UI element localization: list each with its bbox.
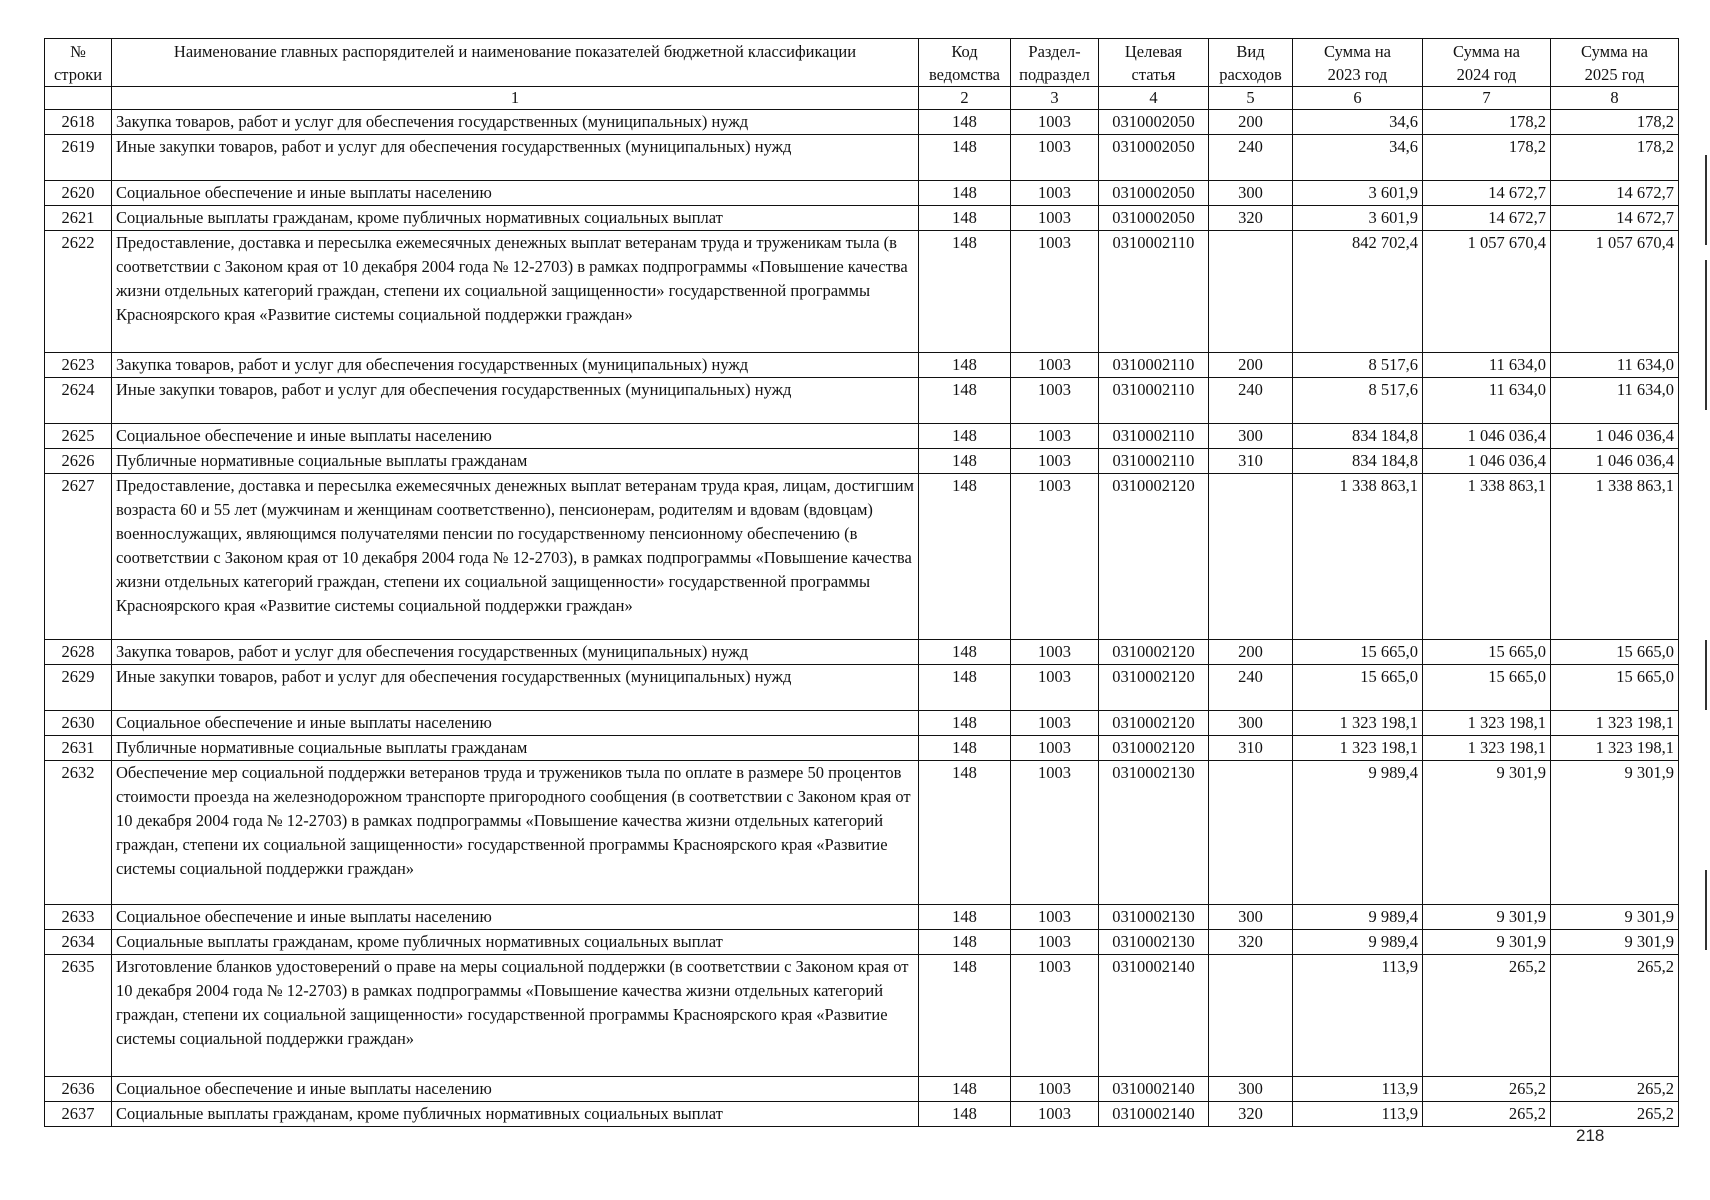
row-sum-2024: 14 672,7: [1423, 206, 1551, 231]
row-sum-2023: 1 323 198,1: [1293, 711, 1423, 736]
row-expense-type: 300: [1209, 181, 1293, 206]
row-sum-2025: 15 665,0: [1551, 665, 1679, 711]
table-row: [45, 711, 1679, 736]
column-number: 1: [112, 87, 919, 110]
row-sum-2024: 265,2: [1423, 1102, 1551, 1127]
row-sum-2024: 265,2: [1423, 1077, 1551, 1102]
row-dept-code: 148: [919, 905, 1011, 930]
row-name: Закупка товаров, работ и услуг для обеспечения государственных (муниципальных) нужд: [112, 640, 919, 665]
row-section: 1003: [1011, 378, 1099, 424]
row-target-article: 0310002130: [1099, 761, 1209, 905]
row-target-article: 0310002110: [1099, 449, 1209, 474]
row-sum-2023: 113,9: [1293, 955, 1423, 1077]
row-dept-code: 148: [919, 206, 1011, 231]
row-target-article: 0310002050: [1099, 135, 1209, 181]
row-sum-2024: 265,2: [1423, 955, 1551, 1077]
table-row: [45, 378, 1679, 424]
row-target-article: 0310002110: [1099, 424, 1209, 449]
row-sum-2025: 1 046 036,4: [1551, 424, 1679, 449]
column-number-row: [45, 87, 1679, 110]
row-sum-2023: 8 517,6: [1293, 378, 1423, 424]
row-target-article: 0310002130: [1099, 905, 1209, 930]
row-expense-type: 300: [1209, 424, 1293, 449]
row-sum-2024: 1 323 198,1: [1423, 736, 1551, 761]
document-page: [44, 38, 1678, 1127]
row-expense-type: 200: [1209, 353, 1293, 378]
row-number: 2618: [45, 110, 112, 135]
row-number: 2628: [45, 640, 112, 665]
header-sum-2024: Сумма на 2024 год: [1423, 39, 1551, 87]
row-section: 1003: [1011, 424, 1099, 449]
row-name: Социальное обеспечение и иные выплаты населению: [112, 711, 919, 736]
row-section: 1003: [1011, 711, 1099, 736]
row-sum-2023: 834 184,8: [1293, 424, 1423, 449]
header-section: Раздел-подраздел: [1011, 39, 1099, 87]
row-section: 1003: [1011, 1077, 1099, 1102]
header-sum-2023: Сумма на 2023 год: [1293, 39, 1423, 87]
row-dept-code: 148: [919, 353, 1011, 378]
table-row: [45, 474, 1679, 640]
table-row: [45, 1102, 1679, 1127]
row-dept-code: 148: [919, 640, 1011, 665]
row-sum-2025: 11 634,0: [1551, 353, 1679, 378]
table-row: [45, 181, 1679, 206]
row-sum-2023: 34,6: [1293, 135, 1423, 181]
row-sum-2023: 15 665,0: [1293, 640, 1423, 665]
table-row: [45, 930, 1679, 955]
header-row-no: № строки: [45, 39, 112, 87]
row-target-article: 0310002140: [1099, 1077, 1209, 1102]
row-sum-2025: 11 634,0: [1551, 378, 1679, 424]
row-sum-2025: 9 301,9: [1551, 761, 1679, 905]
row-dept-code: 148: [919, 424, 1011, 449]
row-dept-code: 148: [919, 449, 1011, 474]
row-name: Социальные выплаты гражданам, кроме публичных нормативных социальных выплат: [112, 206, 919, 231]
table-row: [45, 640, 1679, 665]
row-target-article: 0310002050: [1099, 110, 1209, 135]
row-name: Предоставление, доставка и пересылка ежемесячных денежных выплат ветеранам труда и труженикам тыла (в соответствии с Законом края от 10 декабря 2004 года № 12-2703) в рамках подпрограммы «Повышение качества жизни отдельных категорий граждан, степени их социальной защищенности» государственной программы Красноярского края «Развитие системы социальной поддержки граждан»: [112, 231, 919, 353]
row-section: 1003: [1011, 761, 1099, 905]
table-row: [45, 449, 1679, 474]
row-dept-code: 148: [919, 736, 1011, 761]
row-number: 2621: [45, 206, 112, 231]
row-section: 1003: [1011, 353, 1099, 378]
row-section: 1003: [1011, 640, 1099, 665]
row-name: Закупка товаров, работ и услуг для обеспечения государственных (муниципальных) нужд: [112, 353, 919, 378]
column-number: 3: [1011, 87, 1099, 110]
column-number: 5: [1209, 87, 1293, 110]
row-dept-code: 148: [919, 930, 1011, 955]
row-sum-2023: 3 601,9: [1293, 206, 1423, 231]
row-name: Публичные нормативные социальные выплаты гражданам: [112, 449, 919, 474]
row-dept-code: 148: [919, 231, 1011, 353]
row-sum-2024: 1 046 036,4: [1423, 449, 1551, 474]
row-number: 2624: [45, 378, 112, 424]
row-target-article: 0310002050: [1099, 206, 1209, 231]
row-dept-code: 148: [919, 665, 1011, 711]
row-section: 1003: [1011, 231, 1099, 353]
table-row: [45, 353, 1679, 378]
column-number: 8: [1551, 87, 1679, 110]
row-name: Закупка товаров, работ и услуг для обеспечения государственных (муниципальных) нужд: [112, 110, 919, 135]
row-name: Изготовление бланков удостоверений о праве на меры социальной поддержки (в соответствии с Законом края от 10 декабря 2004 года № 12-2703) в рамках подпрограммы «Повышение качества жизни отдельных категорий граждан, степени их социальной защищенности» государственной программы Красноярского края «Развитие системы социальной поддержки граждан»: [112, 955, 919, 1077]
row-dept-code: 148: [919, 761, 1011, 905]
row-section: 1003: [1011, 206, 1099, 231]
row-number: 2623: [45, 353, 112, 378]
row-section: 1003: [1011, 135, 1099, 181]
scan-edge-mark: [1705, 640, 1707, 710]
row-expense-type: 240: [1209, 135, 1293, 181]
table-row: [45, 665, 1679, 711]
row-name: Иные закупки товаров, работ и услуг для обеспечения государственных (муниципальных) нужд: [112, 665, 919, 711]
row-dept-code: 148: [919, 110, 1011, 135]
column-number: 6: [1293, 87, 1423, 110]
row-expense-type: [1209, 955, 1293, 1077]
header-expense-type: Вид расходов: [1209, 39, 1293, 87]
row-section: 1003: [1011, 665, 1099, 711]
row-name: Обеспечение мер социальной поддержки ветеранов труда и тружеников тыла по оплате в размере 50 процентов стоимости проезда на железнодорожном транспорте пригородного сообщения (в соответствии с Законом края от 10 декабря 2004 года № 12-2703) в рамках подпрограммы «Повышение качества жизни отдельных категорий граждан, степени их социальной защищенности» государственной программы Красноярского края «Развитие системы социальной поддержки граждан»: [112, 761, 919, 905]
table-row: [45, 424, 1679, 449]
row-target-article: 0310002120: [1099, 474, 1209, 640]
row-expense-type: 320: [1209, 1102, 1293, 1127]
row-section: 1003: [1011, 1102, 1099, 1127]
row-sum-2024: 11 634,0: [1423, 378, 1551, 424]
row-sum-2024: 9 301,9: [1423, 905, 1551, 930]
row-sum-2025: 1 046 036,4: [1551, 449, 1679, 474]
row-dept-code: 148: [919, 955, 1011, 1077]
row-sum-2025: 15 665,0: [1551, 640, 1679, 665]
row-expense-type: [1209, 474, 1293, 640]
row-sum-2023: 15 665,0: [1293, 665, 1423, 711]
scan-edge-mark: [1705, 260, 1707, 410]
table-body: [45, 110, 1679, 1127]
row-sum-2025: 178,2: [1551, 135, 1679, 181]
row-target-article: 0310002050: [1099, 181, 1209, 206]
row-sum-2024: 11 634,0: [1423, 353, 1551, 378]
table-row: [45, 736, 1679, 761]
row-sum-2023: 9 989,4: [1293, 930, 1423, 955]
row-sum-2024: 9 301,9: [1423, 930, 1551, 955]
row-number: 2636: [45, 1077, 112, 1102]
row-number: 2622: [45, 231, 112, 353]
row-sum-2025: 178,2: [1551, 110, 1679, 135]
row-target-article: 0310002120: [1099, 665, 1209, 711]
row-target-article: 0310002130: [1099, 930, 1209, 955]
row-sum-2025: 265,2: [1551, 1077, 1679, 1102]
budget-table: [44, 38, 1679, 1127]
table-row: [45, 1077, 1679, 1102]
row-sum-2025: 1 323 198,1: [1551, 711, 1679, 736]
row-expense-type: 240: [1209, 378, 1293, 424]
row-sum-2023: 113,9: [1293, 1102, 1423, 1127]
row-name: Социальное обеспечение и иные выплаты населению: [112, 1077, 919, 1102]
scan-edge-mark: [1705, 870, 1707, 950]
row-target-article: 0310002110: [1099, 378, 1209, 424]
row-expense-type: 310: [1209, 449, 1293, 474]
column-number: 2: [919, 87, 1011, 110]
row-sum-2024: 15 665,0: [1423, 665, 1551, 711]
row-section: 1003: [1011, 474, 1099, 640]
table-row: [45, 955, 1679, 1077]
row-target-article: 0310002140: [1099, 955, 1209, 1077]
row-sum-2023: 842 702,4: [1293, 231, 1423, 353]
row-name: Иные закупки товаров, работ и услуг для обеспечения государственных (муниципальных) нужд: [112, 378, 919, 424]
row-name: Публичные нормативные социальные выплаты гражданам: [112, 736, 919, 761]
row-number: 2619: [45, 135, 112, 181]
row-name: Социальные выплаты гражданам, кроме публичных нормативных социальных выплат: [112, 930, 919, 955]
row-number: 2625: [45, 424, 112, 449]
row-sum-2024: 1 338 863,1: [1423, 474, 1551, 640]
row-sum-2023: 34,6: [1293, 110, 1423, 135]
row-section: 1003: [1011, 905, 1099, 930]
row-number: 2630: [45, 711, 112, 736]
row-sum-2024: 1 323 198,1: [1423, 711, 1551, 736]
row-section: 1003: [1011, 110, 1099, 135]
page-number: 218: [1576, 1126, 1605, 1145]
row-sum-2024: 178,2: [1423, 110, 1551, 135]
row-dept-code: 148: [919, 378, 1011, 424]
scan-edge-mark: [1705, 155, 1707, 245]
row-sum-2025: 265,2: [1551, 1102, 1679, 1127]
row-sum-2024: 1 057 670,4: [1423, 231, 1551, 353]
row-dept-code: 148: [919, 181, 1011, 206]
row-sum-2024: 14 672,7: [1423, 181, 1551, 206]
row-sum-2025: 265,2: [1551, 955, 1679, 1077]
row-expense-type: [1209, 761, 1293, 905]
row-number: 2637: [45, 1102, 112, 1127]
row-expense-type: 320: [1209, 206, 1293, 231]
row-dept-code: 148: [919, 1077, 1011, 1102]
row-target-article: 0310002110: [1099, 231, 1209, 353]
row-expense-type: 300: [1209, 905, 1293, 930]
row-number: 2632: [45, 761, 112, 905]
row-number: 2620: [45, 181, 112, 206]
header-dept-code: Код ведомства: [919, 39, 1011, 87]
row-target-article: 0310002120: [1099, 736, 1209, 761]
row-section: 1003: [1011, 181, 1099, 206]
row-name: Социальное обеспечение и иные выплаты населению: [112, 905, 919, 930]
row-name: Социальные выплаты гражданам, кроме публичных нормативных социальных выплат: [112, 1102, 919, 1127]
row-expense-type: [1209, 231, 1293, 353]
row-section: 1003: [1011, 930, 1099, 955]
row-dept-code: 148: [919, 474, 1011, 640]
row-target-article: 0310002120: [1099, 640, 1209, 665]
row-dept-code: 148: [919, 711, 1011, 736]
table-row: [45, 761, 1679, 905]
row-expense-type: 320: [1209, 930, 1293, 955]
row-sum-2023: 9 989,4: [1293, 761, 1423, 905]
row-sum-2023: 3 601,9: [1293, 181, 1423, 206]
row-sum-2024: 15 665,0: [1423, 640, 1551, 665]
row-number: 2631: [45, 736, 112, 761]
row-sum-2023: 113,9: [1293, 1077, 1423, 1102]
row-expense-type: 200: [1209, 640, 1293, 665]
row-expense-type: 300: [1209, 1077, 1293, 1102]
row-sum-2023: 9 989,4: [1293, 905, 1423, 930]
table-row: [45, 231, 1679, 353]
row-sum-2025: 1 338 863,1: [1551, 474, 1679, 640]
row-number: 2633: [45, 905, 112, 930]
table-row: [45, 905, 1679, 930]
row-number: 2626: [45, 449, 112, 474]
row-sum-2025: 9 301,9: [1551, 905, 1679, 930]
row-name: Предоставление, доставка и пересылка ежемесячных денежных выплат ветеранам труда края, лицам, достигшим возраста 60 и 55 лет (мужчинам и женщинам соответственно), пенсионерам, родителям и вдовам (вдовцам) военнослужащих, являющимся получателями пенсии по государственному пенсионному обеспечению (в соответствии с Законом края от 10 декабря 2004 года № 12-2703), в рамках подпрограммы «Повышение качества жизни отдельных категорий граждан, степени их социальной защищенности» государственной программы Красноярского края «Развитие системы социальной поддержки граждан»: [112, 474, 919, 640]
row-number: 2627: [45, 474, 112, 640]
row-dept-code: 148: [919, 135, 1011, 181]
column-number: 4: [1099, 87, 1209, 110]
row-sum-2024: 178,2: [1423, 135, 1551, 181]
table-row: [45, 110, 1679, 135]
row-dept-code: 148: [919, 1102, 1011, 1127]
row-sum-2025: 1 057 670,4: [1551, 231, 1679, 353]
row-number: 2629: [45, 665, 112, 711]
header-target-article: Целевая статья: [1099, 39, 1209, 87]
row-target-article: 0310002120: [1099, 711, 1209, 736]
row-name: Социальное обеспечение и иные выплаты населению: [112, 181, 919, 206]
row-number: 2634: [45, 930, 112, 955]
row-expense-type: 300: [1209, 711, 1293, 736]
table-row: [45, 135, 1679, 181]
row-expense-type: 200: [1209, 110, 1293, 135]
row-sum-2025: 1 323 198,1: [1551, 736, 1679, 761]
row-sum-2023: 8 517,6: [1293, 353, 1423, 378]
row-number: 2635: [45, 955, 112, 1077]
table-row: [45, 206, 1679, 231]
row-name: Иные закупки товаров, работ и услуг для обеспечения государственных (муниципальных) нужд: [112, 135, 919, 181]
row-sum-2024: 1 046 036,4: [1423, 424, 1551, 449]
row-expense-type: 310: [1209, 736, 1293, 761]
column-number: [45, 87, 112, 110]
row-section: 1003: [1011, 449, 1099, 474]
row-target-article: 0310002140: [1099, 1102, 1209, 1127]
header-sum-2025: Сумма на 2025 год: [1551, 39, 1679, 87]
row-sum-2025: 9 301,9: [1551, 930, 1679, 955]
row-sum-2023: 1 323 198,1: [1293, 736, 1423, 761]
row-target-article: 0310002110: [1099, 353, 1209, 378]
row-sum-2023: 1 338 863,1: [1293, 474, 1423, 640]
row-sum-2025: 14 672,7: [1551, 206, 1679, 231]
column-number: 7: [1423, 87, 1551, 110]
row-section: 1003: [1011, 736, 1099, 761]
row-expense-type: 240: [1209, 665, 1293, 711]
row-sum-2025: 14 672,7: [1551, 181, 1679, 206]
header-name: Наименование главных распорядителей и наименование показателей бюджетной классификации: [112, 39, 919, 87]
header-row: [45, 39, 1679, 87]
row-sum-2023: 834 184,8: [1293, 449, 1423, 474]
row-sum-2024: 9 301,9: [1423, 761, 1551, 905]
row-section: 1003: [1011, 955, 1099, 1077]
row-name: Социальное обеспечение и иные выплаты населению: [112, 424, 919, 449]
